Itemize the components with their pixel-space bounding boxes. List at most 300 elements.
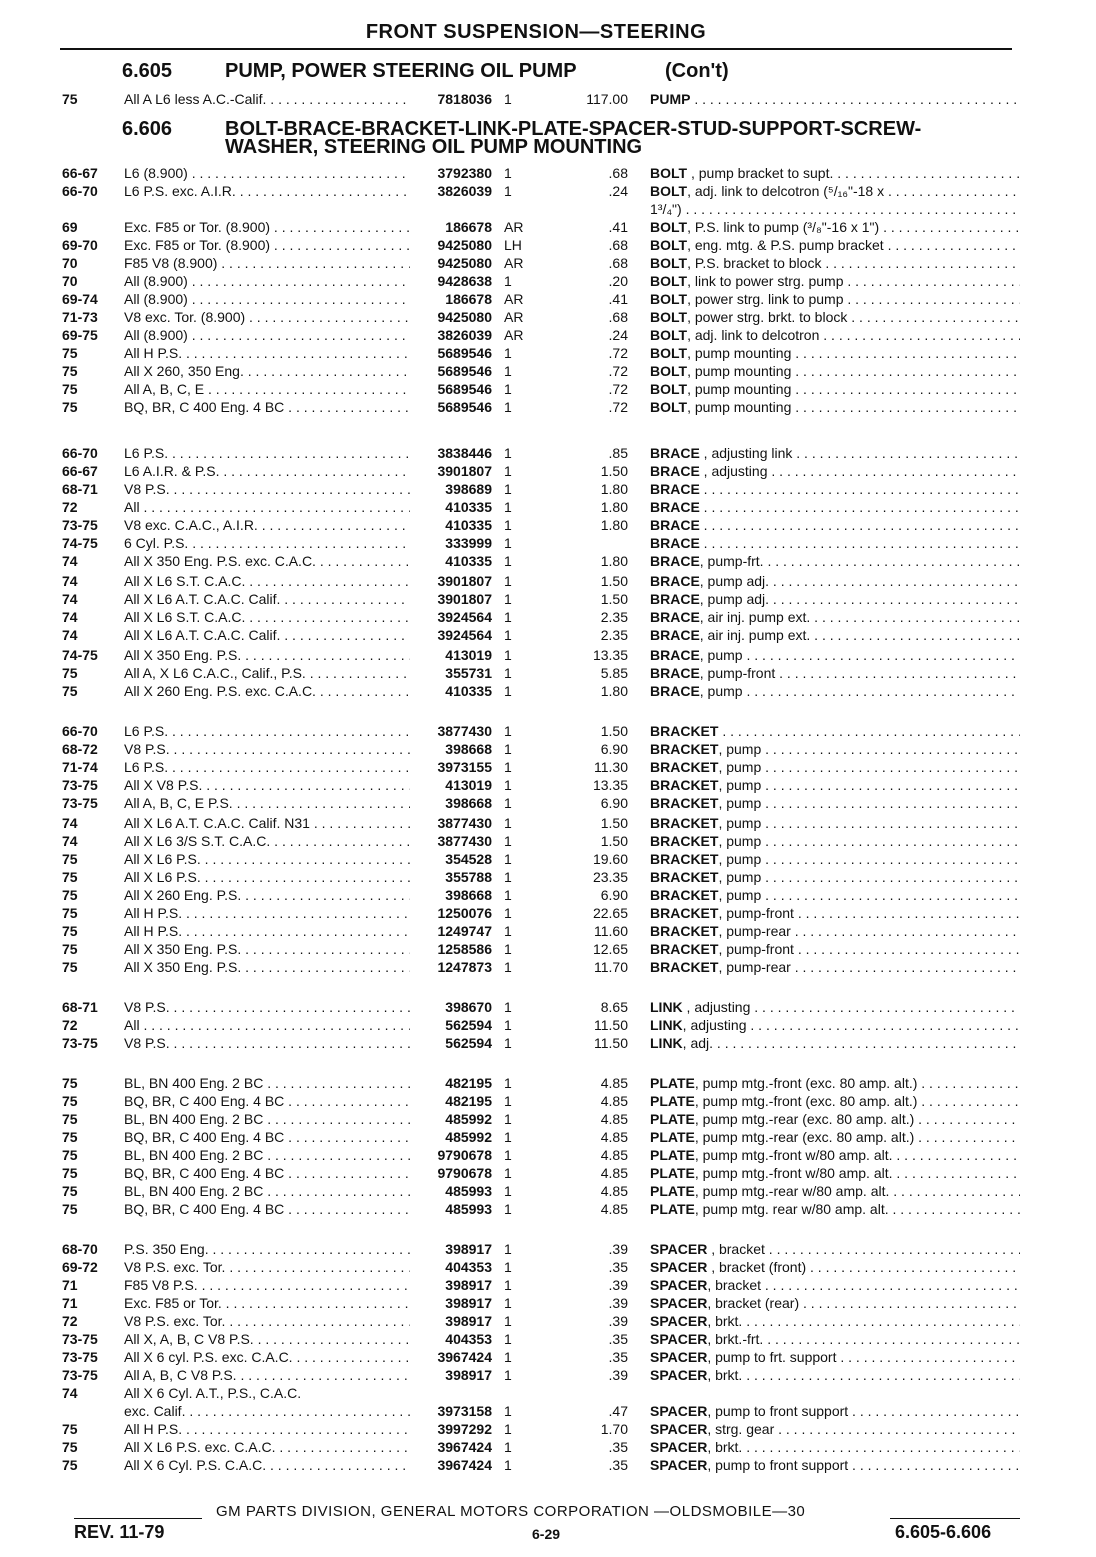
description bbox=[650, 664, 1020, 682]
part-number: 398917 bbox=[445, 1367, 492, 1383]
model-year: 75 bbox=[62, 1183, 78, 1199]
table-row bbox=[0, 922, 1096, 940]
description bbox=[650, 1128, 1020, 1146]
quantity: 1 bbox=[504, 591, 512, 607]
part-detail: , power strg. link to pump bbox=[687, 291, 844, 307]
table-row bbox=[0, 534, 1096, 552]
description bbox=[650, 572, 1020, 590]
description bbox=[650, 850, 1020, 868]
model-year: 73-75 bbox=[62, 1349, 98, 1365]
price: 1.80 bbox=[600, 553, 628, 569]
part-detail: , pump-frt. bbox=[699, 553, 764, 569]
model-year: 69 bbox=[62, 219, 78, 235]
part-name: BRACKET bbox=[650, 869, 719, 885]
part-number: 398917 bbox=[445, 1313, 492, 1329]
description bbox=[650, 1110, 1020, 1128]
part-detail: , pump bracket to supt. bbox=[687, 165, 834, 181]
part-name: BRACE bbox=[650, 535, 700, 551]
part-detail: , brkt. bbox=[707, 1439, 743, 1455]
price: 1.50 bbox=[600, 815, 628, 831]
price: .24 bbox=[608, 327, 628, 343]
quantity: 1 bbox=[504, 183, 512, 199]
part-name: SPACER bbox=[650, 1421, 708, 1437]
application: All A, X L6 C.A.C., Calif., P.S. . . . bbox=[124, 664, 410, 682]
description bbox=[650, 308, 1020, 326]
application: Exc. F85 or Tor. (8.900) . . . bbox=[124, 236, 410, 254]
part-number: 3877430 bbox=[437, 833, 492, 849]
quantity: 1 bbox=[504, 1035, 512, 1051]
part-name: BRACKET bbox=[650, 741, 719, 757]
price: 4.85 bbox=[600, 1147, 628, 1163]
table-row bbox=[0, 516, 1096, 534]
part-detail: , pump-front bbox=[718, 941, 794, 957]
description bbox=[650, 590, 1020, 608]
part-detail: , pump bbox=[718, 795, 762, 811]
part-detail: , adj. bbox=[682, 1035, 714, 1051]
quantity: 1 bbox=[504, 1111, 512, 1127]
application: L6 P.S. . . . bbox=[124, 722, 410, 740]
table-row bbox=[0, 498, 1096, 516]
description bbox=[650, 1420, 1020, 1438]
table-row bbox=[0, 1016, 1096, 1034]
application: All H P.S. . . . bbox=[124, 344, 410, 362]
part-name: BOLT bbox=[650, 327, 688, 343]
quantity: 1 bbox=[504, 1075, 512, 1091]
part-number: 5689546 bbox=[437, 399, 492, 415]
application: All X 350 Eng. P.S. . . . bbox=[124, 940, 410, 958]
model-year: 74 bbox=[62, 553, 78, 569]
application: Exc. F85 or Tor. (8.900) . . . bbox=[124, 218, 410, 236]
part-number: 3973158 bbox=[437, 1403, 492, 1419]
price: 11.50 bbox=[594, 1017, 628, 1033]
application: BQ, BR, C 400 Eng. 4 BC . . . bbox=[124, 1200, 410, 1218]
price: 1.50 bbox=[600, 463, 628, 479]
price: .72 bbox=[608, 381, 628, 397]
price: 2.35 bbox=[600, 609, 628, 625]
price: 4.85 bbox=[600, 1183, 628, 1199]
application: All X L6 P.S. . . . bbox=[124, 868, 410, 886]
description bbox=[650, 344, 1020, 362]
application: All . . . bbox=[124, 498, 410, 516]
description bbox=[650, 1146, 1020, 1164]
part-number: 404353 bbox=[445, 1331, 492, 1347]
description bbox=[650, 1330, 1020, 1348]
part-detail: , link to power strg. pump bbox=[687, 273, 844, 289]
part-name: BOLT bbox=[650, 399, 688, 415]
table-row bbox=[0, 344, 1096, 362]
table-row bbox=[0, 398, 1096, 416]
application: L6 (8.900) . . . bbox=[124, 164, 410, 182]
application: V8 P.S. . . . bbox=[124, 740, 410, 758]
model-year: 75 bbox=[62, 683, 78, 699]
footer-section-ref: 6.605-6.606 bbox=[895, 1522, 992, 1542]
table-row bbox=[0, 272, 1096, 290]
part-number: 186678 bbox=[445, 291, 492, 307]
model-year: 74 bbox=[62, 573, 78, 589]
application: V8 P.S. . . . bbox=[124, 1034, 410, 1052]
table-row bbox=[0, 1402, 1096, 1420]
quantity: 1 bbox=[504, 627, 512, 643]
part-detail: , adjusting bbox=[699, 463, 768, 479]
price: 1.80 bbox=[600, 517, 628, 533]
part-detail: , air inj. pump ext. bbox=[699, 627, 811, 643]
part-number: 5689546 bbox=[437, 363, 492, 379]
model-year: 74 bbox=[62, 833, 78, 849]
price: .35 bbox=[608, 1439, 628, 1455]
description bbox=[650, 534, 1020, 552]
price: 12.65 bbox=[592, 941, 628, 957]
model-year: 75 bbox=[62, 959, 78, 975]
part-detail: , pump bbox=[699, 683, 743, 699]
table-row bbox=[0, 218, 1096, 236]
quantity: 1 bbox=[504, 1457, 512, 1473]
description bbox=[650, 794, 1020, 812]
quantity: 1 bbox=[504, 923, 512, 939]
price: 1.50 bbox=[600, 833, 628, 849]
part-name: PLATE bbox=[650, 1111, 695, 1127]
price: 19.60 bbox=[592, 851, 628, 867]
part-name: BRACKET bbox=[650, 941, 719, 957]
part-number: 1247873 bbox=[437, 959, 492, 975]
part-number: 398668 bbox=[445, 795, 492, 811]
price: .85 bbox=[608, 445, 628, 461]
part-number: 3967424 bbox=[437, 1439, 492, 1455]
quantity: 1 bbox=[504, 905, 512, 921]
application: BQ, BR, C 400 Eng. 4 BC . . . bbox=[124, 1128, 410, 1146]
part-number: 3967424 bbox=[437, 1349, 492, 1365]
application: Exc. F85 or Tor. . . . bbox=[124, 1294, 410, 1312]
table-row bbox=[0, 1348, 1096, 1366]
model-year: 75 bbox=[62, 905, 78, 921]
quantity: 1 bbox=[504, 1439, 512, 1455]
table-row bbox=[0, 254, 1096, 272]
application: All X L6 A.T. C.A.C. Calif. . . . bbox=[124, 626, 410, 644]
price: 4.85 bbox=[600, 1075, 628, 1091]
part-number: 485992 bbox=[445, 1111, 492, 1127]
part-number: 398917 bbox=[445, 1241, 492, 1257]
part-detail: , pump-rear bbox=[718, 923, 791, 939]
application: All X 350 Eng. P.S. exc. C.A.C. . . . bbox=[124, 552, 410, 570]
table-row bbox=[0, 1128, 1096, 1146]
part-name: SPACER bbox=[650, 1349, 708, 1365]
model-year: 72 bbox=[62, 499, 78, 515]
price: 11.60 bbox=[594, 923, 628, 939]
part-number: 562594 bbox=[445, 1017, 492, 1033]
part-detail: , pump mtg. rear w/80 amp. alt. bbox=[694, 1201, 889, 1217]
table-row bbox=[0, 1164, 1096, 1182]
description bbox=[650, 480, 1020, 498]
part-number: 186678 bbox=[445, 219, 492, 235]
model-year: 66-70 bbox=[62, 723, 98, 739]
page-header bbox=[60, 18, 1012, 50]
part-detail: , pump mounting bbox=[687, 345, 792, 361]
description bbox=[650, 200, 1020, 218]
description bbox=[650, 1016, 1020, 1034]
part-detail: , power strg. brkt. to block bbox=[687, 309, 848, 325]
part-number: 398670 bbox=[445, 999, 492, 1015]
section-number: 6.605 bbox=[122, 60, 173, 82]
application: F85 V8 (8.900) . . . bbox=[124, 254, 410, 272]
part-detail: , bracket bbox=[707, 1241, 765, 1257]
part-name: BOLT bbox=[650, 219, 688, 235]
table-row bbox=[0, 182, 1096, 200]
description bbox=[650, 516, 1020, 534]
application: All (8.900) . . . bbox=[124, 290, 410, 308]
part-number: 3792380 bbox=[437, 165, 492, 181]
part-name: BOLT bbox=[650, 165, 688, 181]
price: 22.65 bbox=[592, 905, 628, 921]
application: V8 exc. C.A.C., A.I.R. . . . bbox=[124, 516, 410, 534]
quantity: 1 bbox=[504, 1017, 512, 1033]
quantity: 1 bbox=[504, 869, 512, 885]
description bbox=[650, 326, 1020, 344]
application: L6 A.I.R. & P.S. . . . bbox=[124, 462, 410, 480]
quantity: 1 bbox=[504, 363, 512, 379]
application: All H P.S. . . . bbox=[124, 922, 410, 940]
part-detail: , pump mtg.-rear (exc. 80 amp. alt.) bbox=[694, 1111, 915, 1127]
price: .68 bbox=[608, 255, 628, 271]
application: BQ, BR, C 400 Eng. 4 BC . . . bbox=[124, 398, 410, 416]
description bbox=[650, 958, 1020, 976]
price: .35 bbox=[608, 1457, 628, 1473]
quantity: 1 bbox=[504, 609, 512, 625]
application: All . . . bbox=[124, 1016, 410, 1034]
part-name: SPACER bbox=[650, 1241, 708, 1257]
application: BQ, BR, C 400 Eng. 4 BC . . . bbox=[124, 1092, 410, 1110]
part-number: 9425080 bbox=[437, 237, 492, 253]
part-detail: , pump mounting bbox=[687, 381, 792, 397]
model-year: 73-75 bbox=[62, 795, 98, 811]
part-number: 3967424 bbox=[437, 1457, 492, 1473]
model-year: 75 bbox=[62, 1093, 78, 1109]
part-detail: , pump mounting bbox=[687, 399, 792, 415]
application: BL, BN 400 Eng. 2 BC . . . bbox=[124, 1110, 410, 1128]
quantity: 1 bbox=[504, 777, 512, 793]
price: 11.30 bbox=[594, 759, 628, 775]
description bbox=[650, 362, 1020, 380]
application: BL, BN 400 Eng. 2 BC . . . bbox=[124, 1182, 410, 1200]
price: 11.70 bbox=[594, 959, 628, 975]
part-name: BRACE bbox=[650, 445, 700, 461]
description bbox=[650, 626, 1020, 644]
model-year: 75 bbox=[62, 887, 78, 903]
part-name: PLATE bbox=[650, 1075, 695, 1091]
part-name: BRACKET bbox=[650, 815, 719, 831]
part-number: 398917 bbox=[445, 1277, 492, 1293]
part-number: 1258586 bbox=[437, 941, 492, 957]
part-name: BRACE bbox=[650, 683, 700, 699]
part-detail: , pump mtg.-front w/80 amp. alt. bbox=[694, 1165, 893, 1181]
part-number: 3877430 bbox=[437, 723, 492, 739]
price: .35 bbox=[608, 1259, 628, 1275]
part-name: SPACER bbox=[650, 1313, 708, 1329]
table-row bbox=[0, 1384, 1096, 1402]
section-title: PUMP, POWER STEERING OIL PUMP bbox=[225, 60, 577, 82]
quantity: 1 bbox=[504, 1295, 512, 1311]
table-row bbox=[0, 1312, 1096, 1330]
table-row bbox=[0, 164, 1096, 182]
table-row bbox=[0, 590, 1096, 608]
table-row bbox=[0, 308, 1096, 326]
description bbox=[650, 1294, 1020, 1312]
quantity: 1 bbox=[504, 1403, 512, 1419]
part-number: 3924564 bbox=[437, 609, 492, 625]
part-name: LINK bbox=[650, 999, 683, 1015]
application: All X L6 P.S. exc. C.A.C. . . . bbox=[124, 1438, 410, 1456]
part-number: 398668 bbox=[445, 741, 492, 757]
model-year: 75 bbox=[62, 869, 78, 885]
price: 6.90 bbox=[600, 795, 628, 811]
description bbox=[650, 236, 1020, 254]
part-detail: , pump bbox=[718, 741, 762, 757]
quantity: 1 bbox=[504, 759, 512, 775]
table-row bbox=[0, 904, 1096, 922]
part-detail: , brkt.-frt. bbox=[707, 1331, 764, 1347]
quantity: 1 bbox=[504, 1331, 512, 1347]
part-detail: , pump adj. bbox=[699, 573, 770, 589]
part-detail: , adj. link to delcotron bbox=[687, 327, 820, 343]
part-name: PLATE bbox=[650, 1093, 695, 1109]
table-row bbox=[0, 480, 1096, 498]
model-year: 74 bbox=[62, 591, 78, 607]
description bbox=[650, 1034, 1020, 1052]
part-name: LINK bbox=[650, 1035, 683, 1051]
model-year: 71-73 bbox=[62, 309, 98, 325]
model-year: 75 bbox=[62, 1075, 78, 1091]
model-year: 72 bbox=[62, 1017, 78, 1033]
application: All X 260, 350 Eng. . . . bbox=[124, 362, 410, 380]
application: All X 350 Eng. P.S. . . . bbox=[124, 958, 410, 976]
part-name: LINK bbox=[650, 1017, 683, 1033]
part-detail: , pump bbox=[699, 647, 743, 663]
application: All X L6 S.T. C.A.C. . . . bbox=[124, 572, 410, 590]
application: L6 P.S. . . . bbox=[124, 758, 410, 776]
application: BL, BN 400 Eng. 2 BC . . . bbox=[124, 1146, 410, 1164]
table-row bbox=[0, 850, 1096, 868]
model-year: 73-75 bbox=[62, 1035, 98, 1051]
description bbox=[650, 90, 1020, 108]
table-row bbox=[0, 722, 1096, 740]
model-year: 71 bbox=[62, 1295, 78, 1311]
table-row bbox=[0, 462, 1096, 480]
part-name: BRACKET bbox=[650, 833, 719, 849]
price: 13.35 bbox=[592, 777, 628, 793]
description bbox=[650, 290, 1020, 308]
part-number: 354528 bbox=[445, 851, 492, 867]
application: BL, BN 400 Eng. 2 BC . . . bbox=[124, 1074, 410, 1092]
description bbox=[650, 904, 1020, 922]
model-year: 69-70 bbox=[62, 237, 98, 253]
part-detail: , pump to frt. support bbox=[707, 1349, 837, 1365]
part-name: BRACE bbox=[650, 627, 700, 643]
application: All A L6 less A.C.-Calif. . . . bbox=[124, 90, 410, 108]
part-number: 3838446 bbox=[437, 445, 492, 461]
part-number: 410335 bbox=[445, 499, 492, 515]
part-detail: , bracket (front) bbox=[707, 1259, 807, 1275]
table-row bbox=[0, 200, 1096, 218]
description bbox=[650, 1182, 1020, 1200]
model-year: 74-75 bbox=[62, 535, 98, 551]
part-detail: , eng. mtg. & P.S. pump bracket bbox=[687, 237, 884, 253]
table-row bbox=[0, 236, 1096, 254]
model-year: 70 bbox=[62, 255, 78, 271]
part-number: 355731 bbox=[445, 665, 492, 681]
part-name: SPACER bbox=[650, 1277, 708, 1293]
part-number: 5689546 bbox=[437, 381, 492, 397]
price: 2.35 bbox=[600, 627, 628, 643]
description bbox=[650, 1258, 1020, 1276]
part-detail: , pump bbox=[718, 869, 762, 885]
model-year: 75 bbox=[62, 851, 78, 867]
page-title: FRONT SUSPENSION—STEERING bbox=[365, 21, 707, 43]
table-row bbox=[0, 1034, 1096, 1052]
table-row bbox=[0, 1092, 1096, 1110]
part-name: BOLT bbox=[650, 381, 688, 397]
quantity: 1 bbox=[504, 851, 512, 867]
quantity: AR bbox=[504, 291, 524, 307]
part-detail: , P.S. link to pump (³/₈"-16 x 1") bbox=[687, 219, 880, 235]
table-row bbox=[0, 362, 1096, 380]
part-number: 404353 bbox=[445, 1259, 492, 1275]
quantity: 1 bbox=[504, 1367, 512, 1383]
application: V8 P.S. exc. Tor. . . . bbox=[124, 1258, 410, 1276]
quantity: 1 bbox=[504, 91, 512, 107]
model-year: 75 bbox=[62, 91, 78, 107]
model-year: 75 bbox=[62, 1439, 78, 1455]
description bbox=[650, 218, 1020, 236]
price: .35 bbox=[608, 1349, 628, 1365]
footer-rule-left bbox=[74, 1518, 202, 1519]
part-detail: , strg. gear bbox=[707, 1421, 775, 1437]
table-row bbox=[0, 646, 1096, 664]
application: All X L6 P.S. . . . bbox=[124, 850, 410, 868]
price: 8.65 bbox=[600, 999, 628, 1015]
model-year: 68-72 bbox=[62, 741, 98, 757]
price: .72 bbox=[608, 363, 628, 379]
quantity: 1 bbox=[504, 345, 512, 361]
description bbox=[650, 552, 1020, 570]
part-number: 3901807 bbox=[437, 573, 492, 589]
part-number: 1250076 bbox=[437, 905, 492, 921]
table-row bbox=[0, 1200, 1096, 1218]
quantity: 1 bbox=[504, 1183, 512, 1199]
part-name: SPACER bbox=[650, 1367, 708, 1383]
table-row bbox=[0, 90, 1096, 108]
price: .20 bbox=[608, 273, 628, 289]
part-name: BRACKET bbox=[650, 851, 719, 867]
model-year: 66-70 bbox=[62, 445, 98, 461]
table-row bbox=[0, 1240, 1096, 1258]
description bbox=[650, 1348, 1020, 1366]
quantity: 1 bbox=[504, 1421, 512, 1437]
application: All A, B, C, E P.S. . . . bbox=[124, 794, 410, 812]
model-year: 75 bbox=[62, 363, 78, 379]
part-number: 9790678 bbox=[437, 1165, 492, 1181]
table-row bbox=[0, 290, 1096, 308]
part-number: 9428638 bbox=[437, 273, 492, 289]
part-number: 3826039 bbox=[437, 183, 492, 199]
price: .68 bbox=[608, 309, 628, 325]
quantity: 1 bbox=[504, 535, 512, 551]
table-row bbox=[0, 998, 1096, 1016]
part-number: 3901807 bbox=[437, 591, 492, 607]
price: 4.85 bbox=[600, 1093, 628, 1109]
table-row bbox=[0, 1456, 1096, 1474]
part-detail: , bracket (rear) bbox=[707, 1295, 800, 1311]
part-detail: , pump to front support bbox=[707, 1457, 849, 1473]
price: .72 bbox=[608, 399, 628, 415]
table-row bbox=[0, 958, 1096, 976]
